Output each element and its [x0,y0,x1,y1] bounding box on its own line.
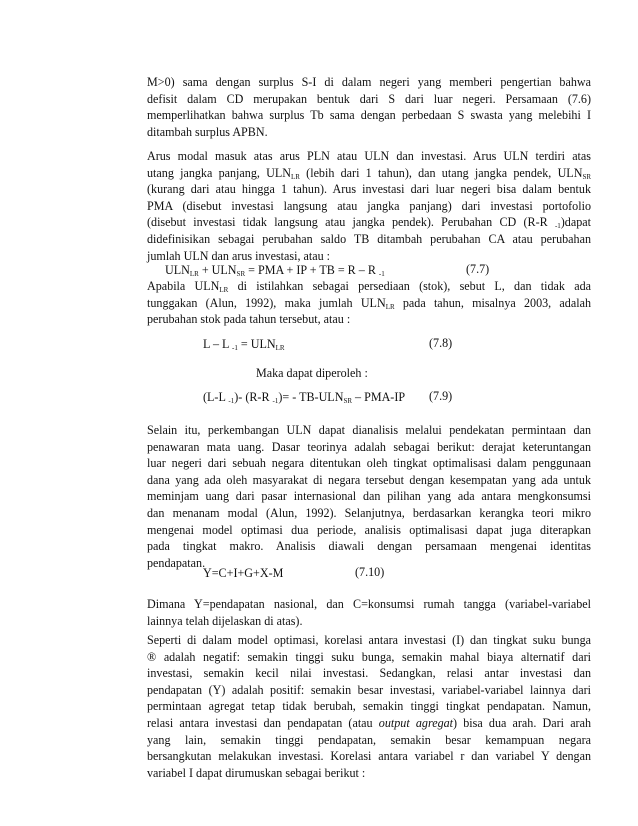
text-line: ditambah surplus APBN. [147,124,268,139]
text-line: tunggakan (Alun, 1992), maka jumlah $ULN_{LR}$ pada tahun, misalnya 2003, adalah [147,295,591,311]
equation-7-8: L – L $_{-1} = ULN_{LR}$ [203,337,285,352]
text-line: pada tingkat makro. Analisis diawali dengan persamaan mengenai identitas [147,539,591,554]
equation-7-7: $ULN_{LR} + ULN_{SR}$ = PMA + IP + TB = R – R $_{-1}$ [165,263,385,278]
text-line: M>0) sama dengan surplus S-I di dalam negeri yang memberi pengertian bahwa [147,75,591,89]
equation-7-10: Y=C+I+G+X-M [203,566,284,580]
text-line: dana yang ada oleh masyarakat di negara tersebut dengan kesempatan yang ada untuk [147,472,591,487]
text-line: investasi, semakin kecil nilai investasi. Sedangkan, relasi antar investasi dan [147,666,591,681]
text-line: memperlihatkan bahwa surplus Tb sama dengan perbedaan S swasta yang melebihi I [147,108,591,123]
equation-number: (7.7) [466,262,490,276]
text-line: dan menanam modal (Alun, 1992). Selanjutnya, berdasarkan kerangka teori mikro [147,505,591,520]
paragraph-theory [147,422,591,571]
text-line: bersangkutan melakukan investasi. Korelasi antara variabel r dan variabel Y dengan [147,749,591,764]
text-line: luar negeri dari sebuah negara ditentukan oleh tingkat optimalisasi dalam penggunaan [147,456,591,471]
text-line: jumlah ULN dan arus investasi, atau : [147,248,331,263]
paragraph-stock [147,278,591,328]
text-line: PMA (disebut investasi langsung atau jangka panjang) dari investasi portofolio [147,198,591,213]
text-line: defisit dalam CD merupakan bentuk dari S dari luar negeri. Persamaan (7.6) [147,91,591,106]
text-line: meminjam uang dari pasar internasional dan pilihan yang ada antara mengkonsumsi [147,489,591,504]
text-line: didefinisikan sebagai perubahan saldo TB ditambah perubahan CA atau perubahan [147,231,591,246]
text-line: Dimana Y=pendapatan nasional, dan C=konsumsi rumah tangga (variabel-variabel [147,597,591,611]
text-line: Apabila $ULN_{LR}$ di istilahkan sebagai persediaan (stok), sebut L, dan tidak ada [147,279,591,294]
text-line: penawaran mata uang. Dasar teorinya adalah sebagai berikut: derajat keteruntangan [147,439,591,454]
equation-number: (7.10) [355,565,385,579]
text-line: Seperti di dalam model optimasi, korelasi antara investasi (I) dan tingkat suku bunga [147,633,591,647]
paragraph-definition [147,596,591,629]
text-line: lainnya telah dijelaskan di atas). [147,613,303,628]
emphasis-output-agregat: output agregat [378,715,454,730]
equation-number: (7.8) [429,336,453,350]
text-line: (disebut investasi tidak langsung atau jangka pendek). Perubahan CD (R-R $_{-1}$)dapat [147,215,591,231]
paragraph-correlation [147,632,591,781]
paragraph-intro [147,74,591,140]
text-line: pendapatan (Y) adalah positif: semakin besar investasi, variabel-variabel lainnya dari [147,682,591,697]
text-line: relasi antara investasi dan pendapatan (atau output agregat) bisa dua arah. Dari arah [147,715,592,730]
text-line: yang lain, semakin tinggi pendapatan, semakin besar kemampuan negara [147,732,591,747]
text-line: permintaan agregat tetap tidak berubah, semakin tinggi tingkat pendapatan. Namun, [147,699,591,714]
text-line: Selain itu, perkembangan ULN dapat dianalisis melalui pendekatan permintaan dan [147,423,591,437]
equation-number: (7.9) [429,389,453,403]
derivation-note: Maka dapat diperoleh : [256,366,368,380]
text-line: (kurang dari atau hingga 1 tahun). Arus investasi dari luar negeri bisa dalam bentuk [147,182,591,197]
text-line: pendapatan. [147,555,206,570]
equation-7-9: (L-L $_{-1}$)- (R-R $_{-1})= - TB-ULN_{SR} - PMA-IP$ [203,390,406,405]
text-line: perubahan stok pada tahun tersebut, atau : [147,312,351,327]
text-line: Arus modal masuk atas arus PLN atau ULN dan investasi. Arus ULN terdiri atas [147,149,591,163]
paragraph-capital-flow [147,148,591,264]
text-line: variabel I dapat dirumuskan sebagai berikut : [147,765,366,780]
text-line: mengenai model optimasi dua periode, analisis optimalisasi dapat juga diterapkan [147,522,591,537]
text-line: ® adalah negatif: semakin tinggi suku bunga, semakin mahal biaya alternatif dari [147,649,591,664]
text-line: utang jangka panjang, $ULN_{LR}$ (lebih dari 1 tahun), dan utang jangka pendek, $ULN_{SR}$ [147,165,591,181]
